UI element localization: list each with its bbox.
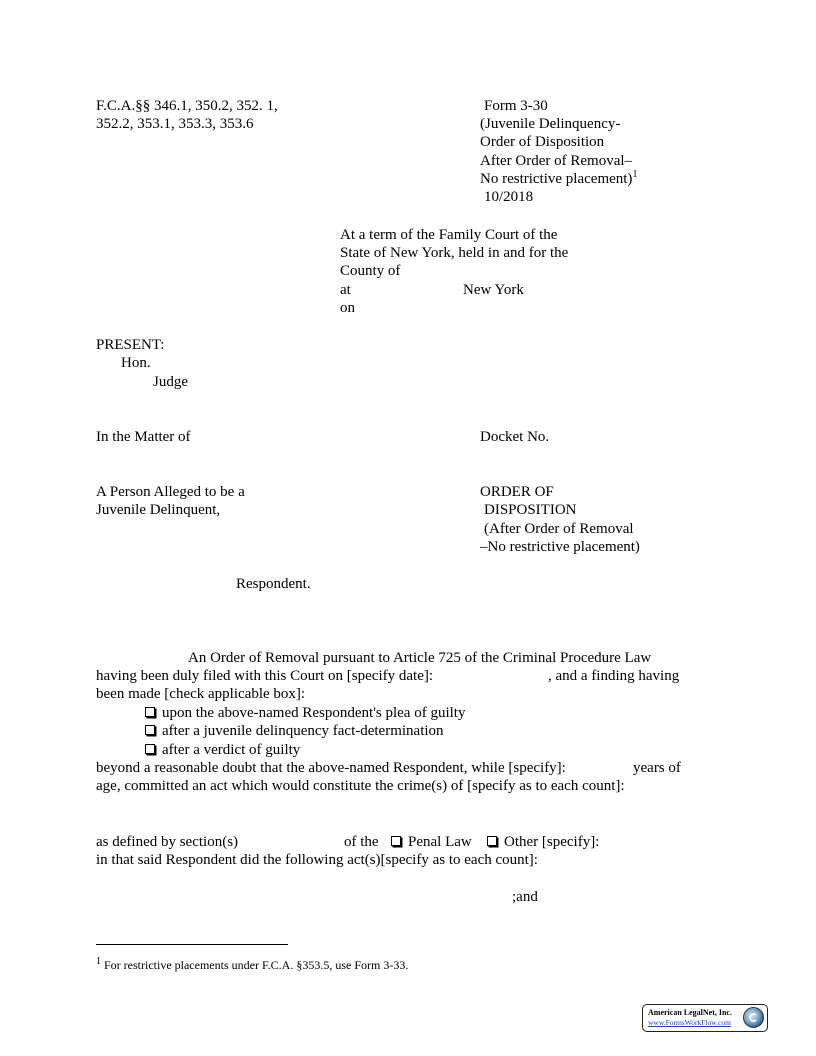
finding-option-label: upon the above-named Respondent's plea of guilty — [162, 705, 466, 721]
finding-paragraph-line-2: age, committed an act which would constitute the crime(s) of [specify as to each count]: — [96, 778, 625, 794]
order-subtitle-line-1: (After Order of Removal — [484, 521, 634, 537]
footnote-reference[interactable]: 1 — [632, 169, 638, 180]
form-revision-date: 10/2018 — [484, 189, 534, 205]
order-title-line-2: DISPOSITION — [484, 502, 577, 518]
respondent-label: Respondent. — [236, 576, 311, 592]
finding-option-fact-determination[interactable] — [145, 722, 444, 740]
other-law-option[interactable] — [487, 833, 599, 851]
form-number: Form 3-30 — [484, 98, 548, 114]
respondent-description-line-1: A Person Alleged to be a — [96, 484, 245, 500]
form-type-line: (Juvenile Delinquency- — [480, 116, 621, 132]
publisher-name: American LegalNet, Inc. — [648, 1008, 732, 1017]
removal-paragraph-line-1: An Order of Removal pursuant to Article 725 of the Criminal Procedure Law — [188, 650, 652, 666]
checkbox-icon[interactable] — [145, 725, 155, 735]
form-type-line: After Order of Removal– — [480, 153, 633, 169]
court-state: New York — [463, 282, 524, 298]
court-term-line-2: State of New York, held in and for the — [340, 245, 569, 261]
judge-honorific: Hon. — [121, 355, 151, 371]
publisher-logo[interactable] — [642, 1004, 768, 1032]
removal-paragraph-line-2: having been duly filed with this Court on [specify date]: — [96, 668, 434, 684]
court-at-label: at — [340, 282, 351, 298]
finding-option-plea[interactable] — [145, 704, 465, 722]
publisher-url-link[interactable]: www.FormsWorkFlow.com — [648, 1018, 732, 1027]
respondent-description-line-2: Juvenile Delinquent, — [96, 502, 221, 518]
judge-label: Judge — [153, 374, 188, 390]
finding-option-label: after a juvenile delinquency fact-determination — [162, 723, 444, 739]
footnote-number: 1 — [96, 956, 101, 967]
penal-law-option[interactable] — [391, 833, 472, 851]
matter-of-label: In the Matter of — [96, 429, 191, 445]
statute-citation-line-2: 352.2, 353.1, 353.3, 353.6 — [96, 116, 254, 132]
form-type-line: No restrictive placement)$^1$ — [480, 169, 638, 187]
act-description-label: in that said Respondent did the following act(s)[specify as to each count]: — [96, 852, 538, 868]
court-county-label: County of — [340, 263, 401, 279]
checkbox-icon[interactable] — [391, 836, 401, 846]
order-subtitle-line-2: –No restrictive placement) — [480, 539, 640, 555]
footnote-text: For restrictive placements under F.C.A. §353.5, use Form 3-33. — [104, 958, 409, 972]
checkbox-icon[interactable] — [145, 744, 155, 754]
checkbox-icon[interactable] — [145, 707, 155, 717]
order-title-line-1: ORDER OF — [480, 484, 554, 500]
finding-option-label: after a verdict of guilty — [162, 742, 301, 758]
and-continuation: ;and — [512, 889, 538, 905]
docket-number-label: Docket No. — [480, 429, 550, 445]
removal-paragraph-line-2-end: , and a finding having — [548, 668, 680, 684]
globe-icon — [743, 1007, 764, 1028]
statute-citation-line-1: F.C.A.§§ 346.1, 350.2, 352. 1, — [96, 98, 278, 114]
footnote — [96, 956, 408, 974]
penal-law-label: Penal Law — [408, 834, 472, 850]
checkbox-icon[interactable] — [487, 836, 497, 846]
finding-paragraph-line-1: beyond a reasonable doubt that the above-named Respondent, while [specify]: — [96, 760, 566, 776]
footnote-divider — [96, 944, 288, 945]
finding-option-verdict[interactable] — [145, 741, 300, 759]
present-label: PRESENT: — [96, 337, 165, 353]
defined-by-section-label: as defined by section(s) — [96, 834, 239, 850]
court-on-label: on — [340, 300, 355, 316]
court-term-line-1: At a term of the Family Court of the — [340, 227, 558, 243]
other-law-label: Other [specify]: — [504, 834, 600, 850]
form-type-line: Order of Disposition — [480, 134, 605, 150]
removal-paragraph-line-3: been made [check applicable box]: — [96, 686, 306, 702]
finding-paragraph-age-suffix: years of — [633, 760, 681, 776]
of-the-label: of the — [344, 834, 379, 850]
